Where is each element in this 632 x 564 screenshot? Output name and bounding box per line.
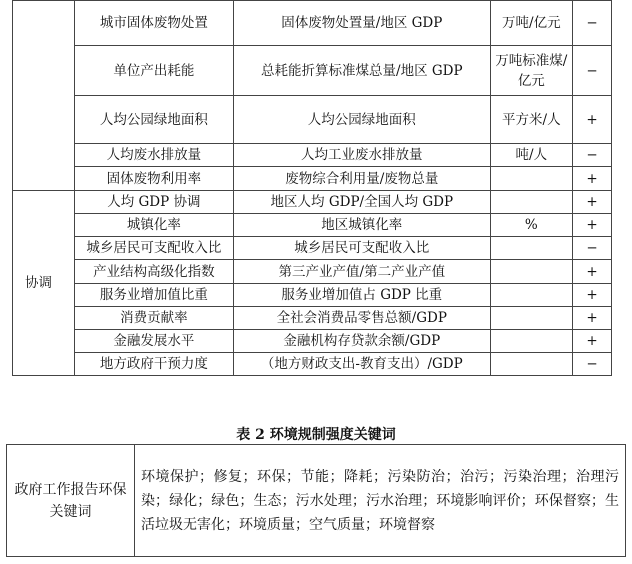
indicator-direction: + bbox=[572, 330, 611, 353]
indicator-direction: + bbox=[572, 284, 611, 307]
indicator-table bbox=[12, 0, 612, 376]
indicator-unit: 万吨标准煤/亿元 bbox=[490, 46, 572, 96]
indicator-formula: 地区人均 GDP/全国人均 GDP bbox=[233, 191, 490, 214]
indicator-unit bbox=[490, 191, 572, 214]
table-row bbox=[13, 191, 612, 214]
table-row bbox=[13, 214, 612, 237]
indicator-unit bbox=[490, 260, 572, 284]
table-row bbox=[13, 167, 612, 191]
table-row bbox=[13, 353, 612, 376]
indicator-name: 固体废物利用率 bbox=[74, 167, 233, 191]
indicator-unit bbox=[490, 307, 572, 330]
indicator-direction: + bbox=[572, 307, 611, 330]
indicator-name: 城乡居民可支配收入比 bbox=[74, 237, 233, 260]
table-row bbox=[13, 96, 612, 144]
table-row bbox=[13, 46, 612, 96]
indicator-unit: 万吨/亿元 bbox=[490, 1, 572, 46]
indicator-unit bbox=[490, 237, 572, 260]
indicator-direction: + bbox=[572, 260, 611, 284]
table-row bbox=[13, 330, 612, 353]
indicator-formula: 人均工业废水排放量 bbox=[233, 144, 490, 167]
indicator-formula: 服务业增加值占 GDP 比重 bbox=[233, 284, 490, 307]
indicator-formula: 全社会消费品零售总额/GDP bbox=[233, 307, 490, 330]
indicator-unit: % bbox=[490, 214, 572, 237]
indicator-name: 城市固体废物处置 bbox=[74, 1, 233, 46]
indicator-direction: − bbox=[572, 1, 611, 46]
indicator-direction: + bbox=[572, 191, 611, 214]
indicator-direction: − bbox=[572, 353, 611, 376]
indicator-direction: + bbox=[572, 214, 611, 237]
indicator-name: 人均废水排放量 bbox=[74, 144, 233, 167]
indicator-name: 城镇化率 bbox=[74, 214, 233, 237]
indicator-formula: 人均公园绿地面积 bbox=[233, 96, 490, 144]
indicator-formula: 金融机构存贷款余额/GDP bbox=[233, 330, 490, 353]
indicator-name: 地方政府干预力度 bbox=[74, 353, 233, 376]
indicator-unit: 平方米/人 bbox=[490, 96, 572, 144]
table-row bbox=[13, 1, 612, 46]
table-row bbox=[13, 260, 612, 284]
indicator-direction: + bbox=[572, 96, 611, 144]
category-label: 协调 bbox=[13, 191, 75, 376]
indicator-name: 产业结构高级化指数 bbox=[74, 260, 233, 284]
table-caption: 表 2 环境规制强度关键词 bbox=[236, 427, 396, 443]
indicator-name: 消费贡献率 bbox=[74, 307, 233, 330]
indicator-unit: 吨/人 bbox=[490, 144, 572, 167]
keywords-text: 环境保护；修复；环保；节能；降耗；污染防治；治污；污染治理；治理污染；绿化；绿色；生态；污水处理；污水治理；环境影响评价；环保督察；生活垃圾无害化；环境质量；空气质量；环境督察 bbox=[135, 445, 626, 557]
table-row bbox=[13, 307, 612, 330]
indicator-unit bbox=[490, 284, 572, 307]
table-row bbox=[7, 445, 626, 557]
indicator-formula: 废物综合利用量/废物总量 bbox=[233, 167, 490, 191]
keywords-label: 政府工作报告环保关键词 bbox=[7, 445, 135, 557]
indicator-formula: 第三产业产值/第二产业产值 bbox=[233, 260, 490, 284]
indicator-formula: 地区城镇化率 bbox=[233, 214, 490, 237]
indicator-formula: 固体废物处置量/地区 GDP bbox=[233, 1, 490, 46]
indicator-name: 人均 GDP 协调 bbox=[74, 191, 233, 214]
category-cell-empty bbox=[13, 1, 75, 191]
indicator-direction: − bbox=[572, 46, 611, 96]
indicator-direction: − bbox=[572, 237, 611, 260]
indicator-name: 金融发展水平 bbox=[74, 330, 233, 353]
indicator-unit bbox=[490, 353, 572, 376]
indicator-formula: （地方财政支出-教育支出）/GDP bbox=[233, 353, 490, 376]
table-row bbox=[13, 284, 612, 307]
indicator-direction: − bbox=[572, 144, 611, 167]
indicator-direction: + bbox=[572, 167, 611, 191]
indicator-name: 人均公园绿地面积 bbox=[74, 96, 233, 144]
indicator-name: 服务业增加值比重 bbox=[74, 284, 233, 307]
indicator-formula: 城乡居民可支配收入比 bbox=[233, 237, 490, 260]
table-row bbox=[13, 144, 612, 167]
indicator-name: 单位产出耗能 bbox=[74, 46, 233, 96]
indicator-unit bbox=[490, 167, 572, 191]
indicator-unit bbox=[490, 330, 572, 353]
table-row bbox=[13, 237, 612, 260]
keywords-table bbox=[6, 444, 626, 557]
indicator-formula: 总耗能折算标准煤总量/地区 GDP bbox=[233, 46, 490, 96]
